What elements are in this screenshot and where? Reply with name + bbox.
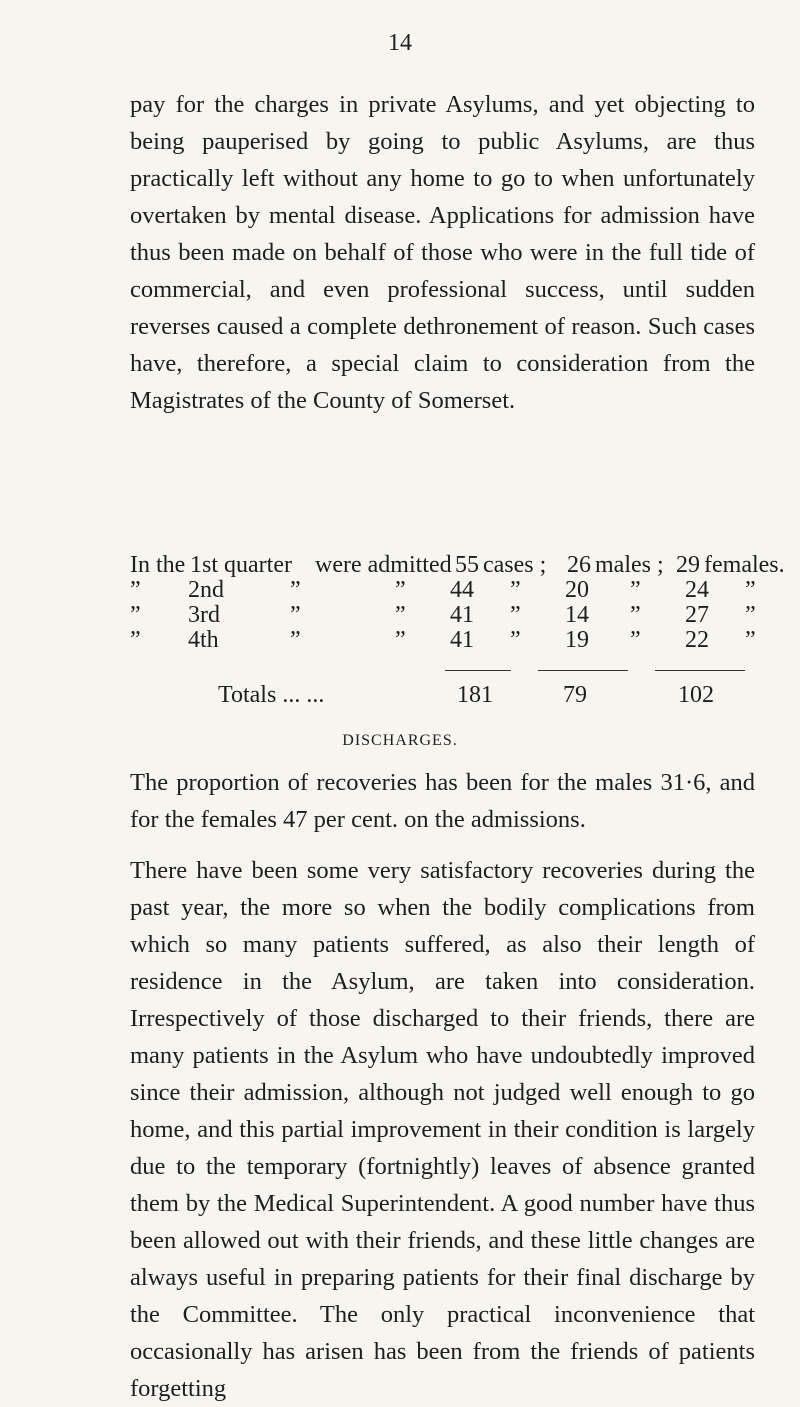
row-ditto: ” <box>290 627 301 653</box>
totals-label: Totals ... ... <box>218 682 325 708</box>
row-ditto: ” <box>290 602 301 628</box>
row-lead: ” <box>130 577 141 603</box>
totals-rule-cases <box>445 670 511 671</box>
row-ditto: ” <box>745 602 756 628</box>
admissions-row <box>130 603 770 628</box>
admissions-row <box>130 552 785 578</box>
row-ditto: ” <box>395 577 406 603</box>
totals-males: 79 <box>563 682 587 708</box>
row-ditto: ” <box>745 627 756 653</box>
totals-rule-females <box>655 670 745 671</box>
row-cases: 41 <box>450 602 474 628</box>
row-ditto: ” <box>290 577 301 603</box>
admissions-table <box>130 552 785 653</box>
row-ditto: ” <box>745 577 756 603</box>
row-ditto: ” <box>510 627 521 653</box>
row-females: 22 <box>685 627 709 653</box>
totals-females: 102 <box>678 682 714 708</box>
row-ditto: ” <box>395 627 406 653</box>
row-quarter: 1st quarter <box>190 552 292 578</box>
row-males: 14 <box>565 602 589 628</box>
page-number: 14 <box>388 30 412 56</box>
row-males: 20 <box>565 577 589 603</box>
discharges-text: The proportion of recoveries has been for the males 31·6, and for the females 47 per cent. on the admissions. <box>130 769 755 833</box>
row-ditto: ” <box>510 602 521 628</box>
recoveries-paragraph <box>130 852 755 1407</box>
row-quarter: 3rd <box>188 602 220 628</box>
section-heading: DISCHARGES. <box>342 732 458 749</box>
totals-row <box>130 682 770 710</box>
totals-cases: 181 <box>457 682 493 708</box>
row-males: 19 <box>565 627 589 653</box>
row-females-word: females. <box>704 552 785 578</box>
row-lead: In the <box>130 552 186 578</box>
admissions-row <box>130 628 770 653</box>
row-females: 24 <box>685 577 709 603</box>
row-males: 26 <box>567 552 591 578</box>
recoveries-text: There have been some very satisfactory recoveries during the past year, the more so when the bodily complications from which so many patients suffered, as also their length of residence in the Asylum, are taken into consideration. Irrespectively of those discharged to their friends, there are many patients in the Asylum who have undoubtedly improved since their admission, although not judged well enough to go home, and this partial improvement in their condition is largely due to the temporary (fortnightly) leaves of absence granted them by the Medical Superintendent. A good number have thus been allowed out with their friends, and these little changes are always useful in preparing patients for their final discharge by the Committee. The only practical inconvenience that occasionally has arisen has been from the friends of patients forgetting <box>130 857 755 1402</box>
row-cases: 41 <box>450 627 474 653</box>
intro-paragraph: pay for the charges in private Asylums, and yet objecting to being pauperised by going to public Asylums, are thus practically left without any home to go to when unfortunately overtaken by mental disease. Applications for admission have thus been made on behalf of those who were in the full tide of commercial, and even professional success, until sudden reverses caused a complete dethronement of reason. Such cases have, therefore, a special claim to consideration from the Magistrates of the County of Somerset. <box>130 91 755 414</box>
row-ditto: ” <box>630 577 641 603</box>
row-lead: ” <box>130 627 141 653</box>
row-quarter: 4th <box>188 627 219 653</box>
row-cases-word: cases ; <box>483 552 547 578</box>
row-quarter: 2nd <box>188 577 224 603</box>
row-females: 27 <box>685 602 709 628</box>
admissions-row <box>130 578 770 603</box>
row-males-word: males ; <box>595 552 664 578</box>
row-verb: were admitted <box>315 552 452 578</box>
totals-rule-males <box>538 670 628 671</box>
row-females: 29 <box>676 552 700 578</box>
row-ditto: ” <box>395 602 406 628</box>
row-cases: 44 <box>450 577 474 603</box>
row-ditto: ” <box>510 577 521 603</box>
row-cases: 55 <box>455 552 479 578</box>
discharges-paragraph <box>130 764 755 838</box>
row-ditto: ” <box>630 602 641 628</box>
row-ditto: ” <box>630 627 641 653</box>
row-lead: ” <box>130 602 141 628</box>
